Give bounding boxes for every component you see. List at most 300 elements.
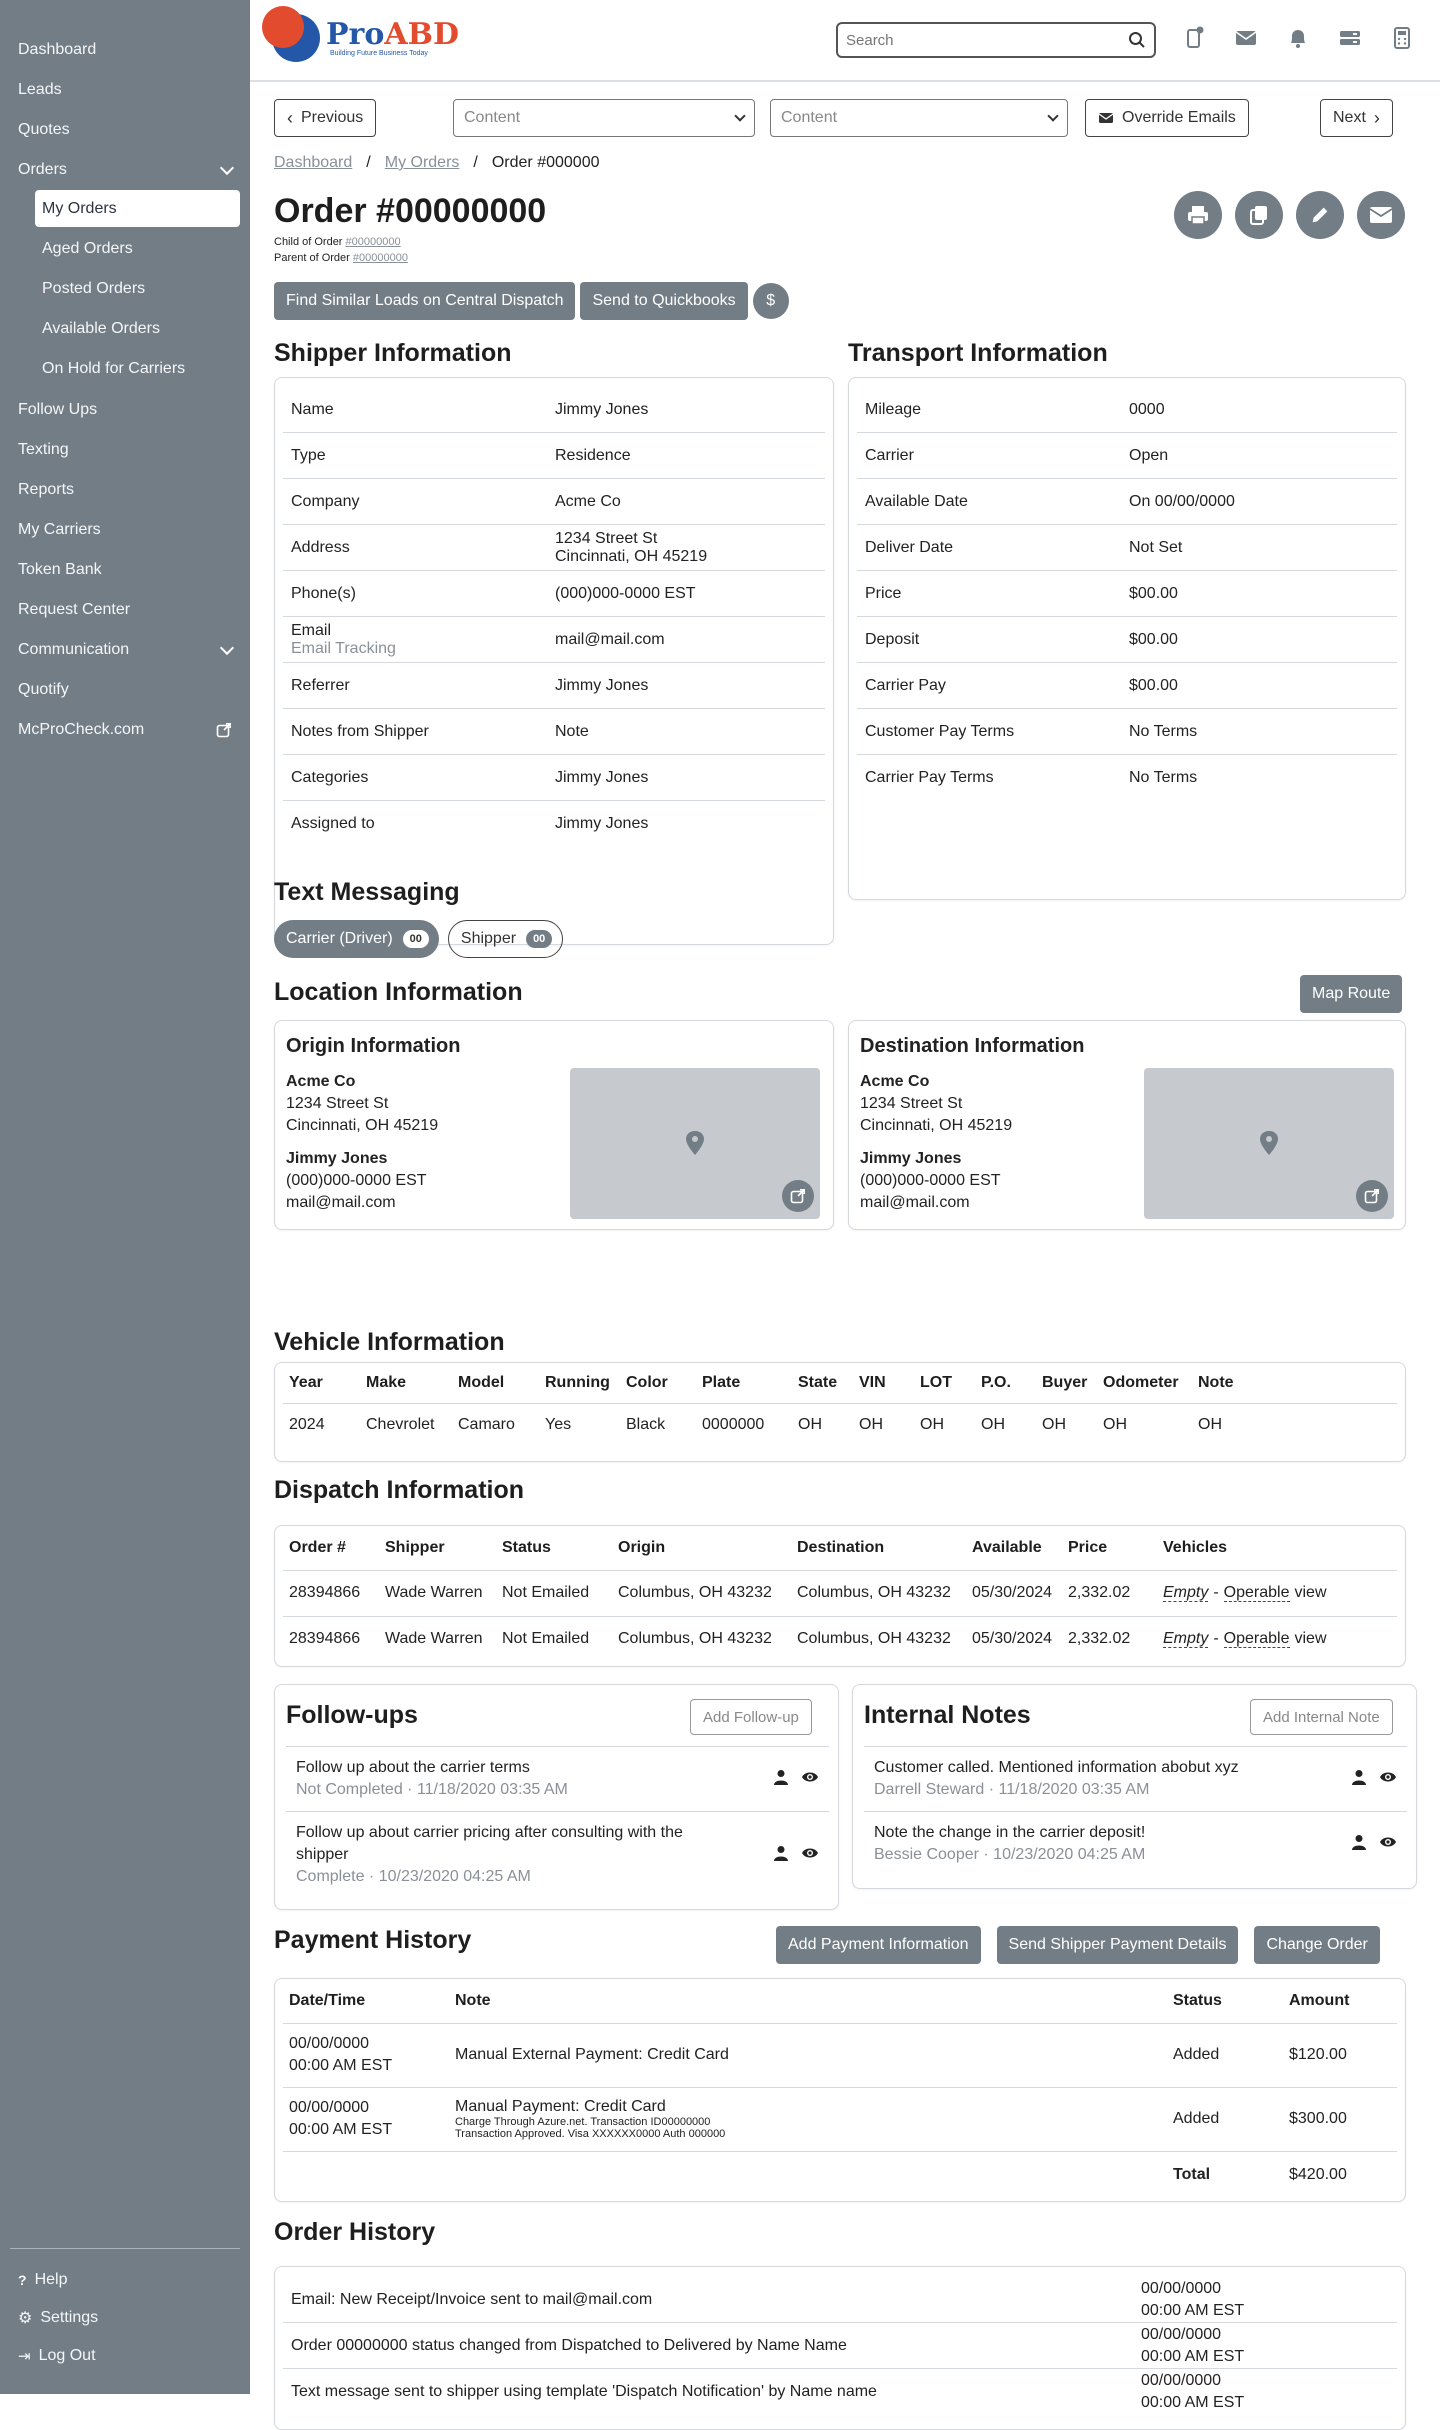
field-value [1129, 769, 1397, 787]
total-amount: $420.00 [1289, 2166, 1347, 2184]
email-tracking-link[interactable]: Email Tracking [291, 639, 396, 657]
origin-street: 1234 Street St [286, 1095, 389, 1112]
sidebar-settings-label: Settings [40, 2309, 99, 2326]
sidebar-item-label: Quotify [18, 681, 69, 698]
sidebar-item-label: Token Bank [18, 561, 102, 578]
field-label [283, 539, 555, 557]
followup-list [286, 1746, 829, 1898]
item-text: Customer called. Mentioned information abobut xyz [874, 1759, 1239, 1776]
transport-row [857, 617, 1397, 663]
email-button[interactable] [1357, 191, 1405, 239]
field-value-text: No Terms [1129, 769, 1198, 786]
date-text: 00/00/0000 [1141, 2279, 1222, 2297]
sidebar-item-mcprocheck[interactable] [0, 710, 250, 750]
item-status: Complete [296, 1868, 365, 1885]
item-status: Not Completed [296, 1781, 403, 1798]
followups-card [274, 1684, 839, 1910]
content-select-2[interactable] [770, 99, 1068, 137]
field-value [1129, 401, 1397, 419]
column-header: Order # [289, 1538, 346, 1556]
sidebar-logout[interactable] [10, 2337, 240, 2375]
payment-amount: $300.00 [1289, 2110, 1347, 2127]
external-link-icon [790, 1188, 806, 1204]
field-label [857, 493, 1129, 511]
mail-icon [1369, 205, 1393, 225]
followup-item [286, 1811, 829, 1898]
search-input[interactable] [846, 32, 1106, 49]
table-cell: Wade Warren [385, 1630, 483, 1648]
open-map-button[interactable] [782, 1180, 814, 1212]
field-value-text: Jimmy Jones [555, 676, 649, 694]
meta-separator: · [984, 1781, 999, 1798]
field-value [1129, 631, 1397, 649]
vehicle-view-link[interactable]: view [1294, 1630, 1327, 1648]
column-header: LOT [920, 1373, 952, 1391]
meta-separator: · [402, 1781, 417, 1798]
shipper-section-title: Shipper Information [274, 339, 512, 367]
table-cell: 2024 [289, 1416, 325, 1434]
logo-tagline: Building Future Business Today [330, 49, 428, 57]
field-label-text: Categories [291, 768, 369, 786]
sidebar-item-leads[interactable] [0, 70, 250, 110]
chevron-left-icon: ‹ [287, 107, 293, 128]
chevron-down-icon [220, 160, 234, 174]
order-relations [274, 234, 408, 266]
column-header: Amount [1289, 1991, 1350, 2009]
breadcrumb [274, 154, 600, 172]
tab-label: Carrier (Driver) [286, 930, 393, 947]
sidebar-logout-label: Log Out [38, 2347, 96, 2364]
table-row [283, 2023, 1397, 2087]
note-detail: Charge Through Azure.net. Transaction ID00000000 [455, 2116, 711, 2128]
next-label: Next [1333, 109, 1366, 126]
field-value-text: Note [555, 722, 589, 740]
time-text: 00:00 AM EST [1141, 2347, 1245, 2365]
payment-note [449, 2023, 1167, 2087]
column-header: Date/Time [289, 1991, 366, 2009]
sidebar-item-dashboard[interactable] [0, 30, 250, 70]
item-meta [296, 1779, 716, 1801]
item-body [874, 1757, 1294, 1801]
table-cell: 05/30/2024 [972, 1630, 1053, 1648]
field-label [857, 769, 1129, 787]
sidebar-subitem-my-orders[interactable]: My Orders [35, 190, 240, 227]
previous-button[interactable] [274, 99, 376, 137]
field-value [555, 723, 825, 741]
sidebar-item-label: Leads [18, 81, 62, 98]
history-date [1141, 2324, 1244, 2368]
dispatch-section-title: Dispatch Information [274, 1476, 525, 1504]
person-icon[interactable] [773, 1769, 789, 1789]
sidebar-item-follow-ups[interactable] [0, 390, 250, 430]
chevron-down-icon [734, 110, 745, 121]
payment-section-title: Payment History [274, 1926, 472, 1954]
table-cell: Chevrolet [366, 1416, 435, 1434]
sidebar-item-communication[interactable] [0, 630, 250, 670]
sidebar-item-token-bank[interactable] [0, 550, 250, 590]
column-header: Plate [702, 1373, 741, 1391]
shipper-row [283, 709, 825, 755]
destination-email: mail@mail.com [860, 1194, 970, 1211]
field-value [1129, 447, 1397, 465]
transport-row [857, 709, 1397, 755]
field-label-text: Customer Pay Terms [865, 722, 1015, 740]
column-header: Vehicles [1163, 1538, 1228, 1556]
table-cell: OH [981, 1416, 1005, 1434]
field-label [283, 622, 555, 658]
breadcrumb-dashboard[interactable]: Dashboard [274, 154, 353, 171]
item-date: 10/23/2020 04:25 AM [993, 1846, 1146, 1863]
calculator-icon[interactable] [1390, 26, 1414, 50]
field-value-text: mail@mail.com [555, 630, 665, 648]
payment-total-row [283, 2151, 1397, 2199]
column-header: VIN [859, 1373, 886, 1391]
destination-map[interactable] [1144, 1068, 1394, 1219]
history-row [283, 2369, 1397, 2415]
item-author: Bessie Cooper [874, 1846, 979, 1863]
count-badge: 00 [403, 930, 429, 948]
transport-row [857, 525, 1397, 571]
date-text: 00/00/0000 [1141, 2325, 1222, 2343]
chevron-right-icon: › [1373, 107, 1380, 128]
sidebar-item-texting[interactable] [0, 430, 250, 470]
sidebar-subitem-available-orders[interactable]: Available Orders [42, 319, 160, 337]
mail-icon [1098, 111, 1114, 125]
sidebar-item-label: Quotes [18, 121, 70, 138]
shipper-row [283, 525, 825, 571]
bell-icon[interactable] [1286, 26, 1310, 50]
gear-icon: ⚙ [18, 2310, 33, 2327]
field-label [857, 677, 1129, 695]
column-header: Origin [618, 1538, 666, 1556]
history-text: Order 00000000 status changed from Dispatched to Delivered by Name Name [291, 2336, 847, 2354]
change-order-button[interactable]: Change Order [1254, 1926, 1379, 1964]
payment-status: Added [1173, 2110, 1220, 2127]
mail-icon[interactable] [1234, 26, 1258, 50]
tab-shipper[interactable] [448, 920, 563, 958]
field-value [555, 493, 825, 511]
origin-contact: Jimmy Jones [286, 1150, 388, 1167]
shipper-row [283, 663, 825, 709]
item-actions [773, 1845, 819, 1865]
item-actions [773, 1769, 819, 1789]
map-pin-icon [1259, 1130, 1279, 1156]
payment-card [274, 1978, 1406, 2202]
column-header: Price [1068, 1538, 1108, 1556]
table-cell: Columbus, OH 43232 [797, 1584, 951, 1601]
field-value [1129, 493, 1397, 511]
sidebar-subitem-on-hold[interactable]: On Hold for Carriers [42, 359, 186, 377]
shipper-card [274, 377, 834, 945]
next-button[interactable] [1320, 99, 1393, 137]
table-cell: OH [1042, 1416, 1066, 1434]
child-order-link[interactable]: #00000000 [345, 236, 401, 248]
breadcrumb-separator: / [366, 154, 371, 171]
table-cell: Columbus, OH 43232 [618, 1584, 772, 1601]
meta-separator: · [364, 1868, 379, 1885]
history-date [1141, 2278, 1244, 2322]
shipper-row [283, 755, 825, 801]
total-label: Total [1173, 2166, 1211, 2184]
dispatch-table [283, 1526, 1397, 1662]
item-actions [1351, 1834, 1397, 1854]
field-value-text: Open [1129, 446, 1169, 464]
field-value [1129, 539, 1397, 557]
tab-carrier-driver[interactable] [274, 920, 439, 958]
field-label [283, 677, 555, 695]
column-header: State [798, 1373, 838, 1391]
table-cell: Columbus, OH 43232 [618, 1630, 772, 1648]
sidebar-item-request-center[interactable] [0, 590, 250, 630]
field-value-text: $00.00 [1129, 584, 1178, 602]
table-cell: OH [798, 1416, 822, 1434]
sidebar-item-orders[interactable] [0, 150, 250, 190]
transport-row [857, 571, 1397, 617]
top-bar [250, 0, 1440, 82]
search-icon[interactable] [1128, 31, 1146, 49]
item-date: 10/23/2020 04:25 AM [378, 1868, 531, 1885]
pencil-icon [1309, 204, 1331, 226]
transport-row [857, 663, 1397, 709]
add-internal-note-button[interactable]: Add Internal Note [1250, 1699, 1393, 1735]
origin-address [286, 1071, 438, 1214]
table-cell: OH [1103, 1416, 1127, 1434]
field-value-text: Jimmy Jones [555, 815, 649, 832]
table-cell: Black [626, 1416, 666, 1434]
vehicles-cell [1157, 1570, 1397, 1616]
sidebar-item-label: Dashboard [18, 41, 97, 58]
transport-row [857, 433, 1397, 479]
time-text: 00:00 AM EST [289, 2121, 393, 2138]
time-text: 00:00 AM EST [289, 2057, 393, 2074]
sidebar-help[interactable] [10, 2261, 240, 2299]
field-value-text: (000)000-0000 EST [555, 584, 696, 602]
column-header: Available [972, 1538, 1042, 1556]
page-title: Order #00000000 [274, 192, 547, 230]
table-cell: 28394866 [289, 1630, 361, 1648]
external-link-icon [1364, 1188, 1380, 1204]
origin-map[interactable] [570, 1068, 820, 1219]
content-select-1[interactable] [453, 99, 755, 137]
sidebar-subitem-posted-orders[interactable]: Posted Orders [42, 279, 146, 297]
column-header: Status [502, 1538, 551, 1556]
vehicle-operable-link[interactable]: Operable [1223, 1630, 1290, 1648]
table-cell: Yes [545, 1416, 572, 1434]
table-cell: 2,332.02 [1068, 1630, 1131, 1648]
date-text: 00/00/0000 [289, 2099, 370, 2116]
logo-text: ProABD [326, 16, 460, 52]
field-value [555, 530, 825, 566]
dispatch-header-row [283, 1526, 1397, 1570]
sidebar-item-quotes[interactable] [0, 110, 250, 150]
date-text: 00/00/0000 [289, 2035, 370, 2052]
override-emails-button[interactable] [1085, 99, 1249, 137]
text-messaging-tabs [274, 920, 563, 958]
destination-title: Destination Information [860, 1035, 1085, 1057]
followup-item [286, 1746, 829, 1811]
field-value [555, 769, 825, 787]
sidebar-item-label: My Carriers [18, 521, 101, 538]
payment-amount: $120.00 [1289, 2046, 1347, 2063]
shipper-row [283, 801, 825, 847]
field-value-text: 1234 Street St [555, 529, 658, 547]
origin-company: Acme Co [286, 1073, 356, 1090]
eye-icon[interactable] [801, 1770, 819, 1788]
column-header: Status [1173, 1991, 1222, 2009]
eye-icon[interactable] [1379, 1835, 1397, 1853]
history-text: Text message sent to shipper using template 'Dispatch Notification' by Name name [291, 2383, 877, 2400]
person-icon[interactable] [1351, 1769, 1367, 1789]
destination-card [848, 1020, 1406, 1230]
sidebar-settings[interactable] [10, 2299, 240, 2337]
field-label [283, 815, 555, 833]
note-item [864, 1746, 1407, 1811]
item-body [296, 1757, 716, 1801]
field-label [857, 401, 1129, 419]
field-label [283, 447, 555, 465]
table-cell: 2,332.02 [1068, 1584, 1131, 1601]
field-label-text: Phone(s) [291, 584, 356, 602]
field-label-text: Referrer [291, 676, 350, 694]
parent-order-link[interactable]: #00000000 [352, 252, 408, 264]
vehicle-view-link[interactable]: view [1294, 1584, 1327, 1601]
sidebar-item-label: Follow Ups [18, 401, 98, 418]
table-cell: OH [859, 1416, 883, 1434]
field-label [283, 585, 555, 603]
chevron-down-icon [220, 640, 234, 654]
vehicle-operable-link[interactable]: Operable [1223, 1584, 1290, 1601]
dollar-button[interactable]: $ [753, 283, 789, 319]
eye-icon[interactable] [801, 1846, 819, 1864]
sidebar-item-label: Orders [18, 161, 67, 178]
parent-label: Parent of Order [274, 252, 350, 264]
destination-street: 1234 Street St [860, 1095, 963, 1112]
item-text: Follow up about the carrier terms [296, 1759, 530, 1776]
vehicle-empty-link[interactable]: Empty [1163, 1630, 1209, 1648]
table-cell: Not Emailed [502, 1630, 590, 1648]
internal-notes-card [852, 1684, 1417, 1889]
field-label-text: Deposit [865, 630, 920, 648]
order-history-title: Order History [274, 2218, 436, 2246]
breadcrumb-my-orders[interactable]: My Orders [384, 154, 460, 171]
child-label: Child of Order [274, 236, 343, 248]
field-value [555, 401, 825, 419]
dispatch-card [274, 1525, 1406, 1667]
person-icon[interactable] [773, 1845, 789, 1865]
vehicle-empty-link[interactable]: Empty [1163, 1584, 1209, 1601]
column-header: Year [289, 1373, 323, 1391]
field-label [857, 539, 1129, 557]
tab-label: Shipper [460, 930, 517, 947]
print-button[interactable] [1174, 191, 1222, 239]
field-value-text: Jimmy Jones [555, 400, 649, 418]
column-header: Note [455, 1991, 491, 2009]
count-badge: 00 [526, 930, 552, 948]
table-row [283, 1403, 1397, 1447]
edit-button[interactable] [1296, 191, 1344, 239]
sidebar-item-label: McProCheck.com [18, 721, 145, 738]
order-actions [1174, 191, 1405, 239]
field-label-text: Carrier Pay Terms [865, 769, 994, 786]
field-value-text: 0000 [1129, 400, 1165, 418]
table-cell: 05/30/2024 [972, 1584, 1053, 1601]
field-value-text: Not Set [1129, 538, 1183, 556]
previous-label: Previous [301, 109, 364, 126]
field-label-text: Carrier Pay [865, 676, 946, 694]
field-label-text: Email [291, 621, 332, 639]
map-route-button[interactable]: Map Route [1300, 975, 1402, 1013]
note-text: Manual Payment: Credit Card [455, 2098, 666, 2115]
breadcrumb-current: Order #000000 [491, 154, 600, 171]
sidebar-item-reports[interactable] [0, 470, 250, 510]
separator: - [1213, 1630, 1219, 1648]
time-text: 00:00 AM EST [1141, 2301, 1245, 2319]
payment-note [449, 2087, 1167, 2151]
sidebar-item-quotify[interactable] [0, 670, 250, 710]
breadcrumb-separator: / [473, 154, 478, 171]
payment-date [283, 2087, 449, 2151]
eye-icon[interactable] [1379, 1770, 1397, 1788]
table-cell: Camaro [458, 1416, 515, 1434]
sidebar-item-my-carriers[interactable] [0, 510, 250, 550]
field-value-text: Jimmy Jones [555, 768, 649, 786]
vehicle-card [274, 1362, 1406, 1462]
send-payment-details-button[interactable]: Send Shipper Payment Details [997, 1926, 1239, 1964]
mobile-notification-icon[interactable] [1182, 26, 1206, 50]
item-meta [296, 1866, 716, 1888]
send-to-quickbooks-button[interactable]: Send to Quickbooks [580, 282, 747, 320]
add-followup-button[interactable]: Add Follow-up [690, 1699, 812, 1735]
field-label [857, 631, 1129, 649]
find-similar-loads-button[interactable]: Find Similar Loads on Central Dispatch [274, 282, 575, 320]
time-text: 00:00 AM EST [1141, 2394, 1245, 2411]
vehicle-table [283, 1363, 1397, 1447]
logo[interactable] [272, 14, 459, 62]
column-header: Color [626, 1373, 668, 1391]
field-label [857, 723, 1129, 741]
map-pin-icon [685, 1130, 705, 1156]
field-label-text: Company [291, 492, 360, 510]
field-label [857, 585, 1129, 603]
column-header: P.O. [981, 1373, 1011, 1391]
column-header: Destination [797, 1538, 885, 1556]
select-value: Content [781, 109, 838, 126]
payment-table [283, 1979, 1397, 2199]
field-value-text: Residence [555, 446, 631, 464]
field-label-text: Available Date [865, 492, 968, 510]
item-actions [1351, 1769, 1397, 1789]
history-row [283, 2277, 1397, 2323]
column-header: Odometer [1103, 1373, 1179, 1391]
sidebar-bottom [10, 2248, 240, 2375]
server-icon[interactable] [1338, 26, 1362, 50]
field-value [555, 815, 825, 833]
add-payment-button[interactable]: Add Payment Information [776, 1926, 981, 1964]
field-label-text: Deliver Date [865, 538, 954, 556]
field-label-text: Notes from Shipper [291, 722, 429, 740]
table-cell: OH [920, 1416, 944, 1434]
vehicle-section-title: Vehicle Information [274, 1328, 505, 1356]
person-icon[interactable] [1351, 1834, 1367, 1854]
sidebar-subitem-aged-orders[interactable]: Aged Orders [42, 239, 133, 257]
copy-button[interactable] [1235, 191, 1283, 239]
table-cell: OH [1198, 1416, 1222, 1434]
field-label-text: Carrier [865, 446, 914, 464]
destination-address [860, 1071, 1012, 1214]
field-value [555, 585, 825, 603]
open-map-button[interactable] [1356, 1180, 1388, 1212]
separator: - [1213, 1584, 1219, 1601]
